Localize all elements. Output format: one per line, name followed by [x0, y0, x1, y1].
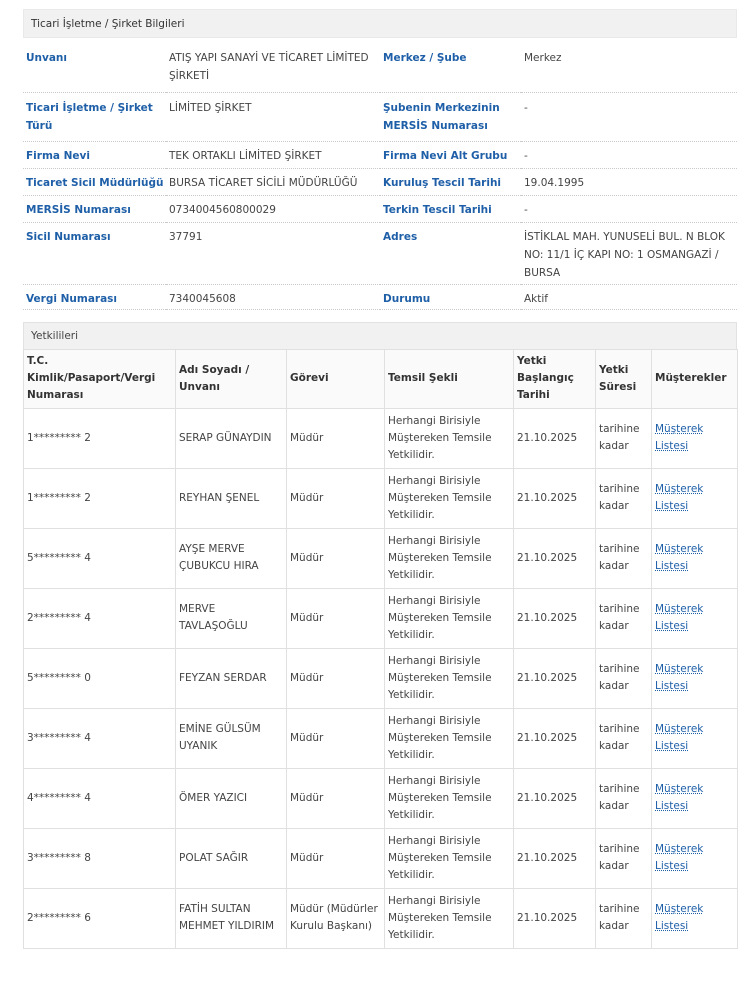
name-cell: REYHAN ŞENEL	[176, 468, 287, 528]
info-label: Unvanı	[23, 49, 166, 92]
duration-cell: tarihine kadar	[596, 408, 652, 468]
info-label: Firma Nevi Alt Grubu	[380, 141, 521, 168]
name-cell: FEYZAN SERDAR	[176, 648, 287, 708]
id-cell: 2********* 4	[24, 588, 176, 648]
authorized-header-row	[24, 349, 738, 408]
info-value: Merkez	[521, 49, 737, 92]
info-value: BURSA TİCARET SİCİLİ MÜDÜRLÜĞÜ	[166, 168, 380, 195]
representation-cell: Herhangi Birisiyle Müştereken Temsile Yetkilidir.	[385, 528, 514, 588]
joint-list-link[interactable]: Müşterek Listesi	[655, 423, 704, 452]
representation-cell: Herhangi Birisiyle Müştereken Temsile Yetkilidir.	[385, 888, 514, 948]
name-cell: MERVE TAVLAŞOĞLU	[176, 588, 287, 648]
start-date-cell: 21.10.2025	[514, 828, 596, 888]
representation-cell: Herhangi Birisiyle Müştereken Temsile Yetkilidir.	[385, 828, 514, 888]
column-header: Adı Soyadı / Unvanı	[176, 349, 287, 408]
representation-cell: Herhangi Birisiyle Müştereken Temsile Yetkilidir.	[385, 588, 514, 648]
info-row-sicil	[23, 222, 737, 284]
name-cell: FATİH SULTAN MEHMET YILDIRIM	[176, 888, 287, 948]
start-date-cell: 21.10.2025	[514, 528, 596, 588]
info-label: MERSİS Numarası	[23, 195, 166, 222]
column-header: Görevi	[287, 349, 385, 408]
duration-cell: tarihine kadar	[596, 468, 652, 528]
joint-list-cell	[652, 468, 738, 528]
id-cell: 2********* 6	[24, 888, 176, 948]
column-header: Müşterekler	[652, 349, 738, 408]
start-date-cell: 21.10.2025	[514, 468, 596, 528]
info-row-vergi	[23, 284, 737, 309]
name-cell: AYŞE MERVE ÇUBUKCU HIRA	[176, 528, 287, 588]
joint-list-link[interactable]: Müşterek Listesi	[655, 663, 704, 692]
info-value: ATIŞ YAPI SANAYİ VE TİCARET LİMİTED ŞİRKETİ	[166, 49, 380, 92]
duration-cell: tarihine kadar	[596, 528, 652, 588]
id-cell: 1********* 2	[24, 468, 176, 528]
start-date-cell: 21.10.2025	[514, 888, 596, 948]
duration-cell: tarihine kadar	[596, 888, 652, 948]
column-header: Temsil Şekli	[385, 349, 514, 408]
info-label: Vergi Numarası	[23, 284, 166, 309]
representation-cell: Herhangi Birisiyle Müştereken Temsile Yetkilidir.	[385, 648, 514, 708]
company-info-table	[23, 49, 737, 310]
info-value: İSTİKLAL MAH. YUNUSELİ BUL. N BLOK NO: 11/1 İÇ KAPI NO: 1 OSMANGAZİ / BURSA	[521, 222, 737, 284]
table-row	[24, 528, 738, 588]
joint-list-cell	[652, 768, 738, 828]
joint-list-cell	[652, 588, 738, 648]
table-row	[24, 588, 738, 648]
info-value: 19.04.1995	[521, 168, 737, 195]
joint-list-link[interactable]: Müşterek Listesi	[655, 543, 704, 572]
table-row	[24, 768, 738, 828]
duration-cell: tarihine kadar	[596, 828, 652, 888]
joint-list-cell	[652, 708, 738, 768]
role-cell: Müdür (Müdürler Kurulu Başkanı)	[287, 888, 385, 948]
info-label: Durumu	[380, 284, 521, 309]
info-row-tur	[23, 92, 737, 141]
name-cell: SERAP GÜNAYDIN	[176, 408, 287, 468]
duration-cell: tarihine kadar	[596, 588, 652, 648]
joint-list-cell	[652, 528, 738, 588]
info-label: Sicil Numarası	[23, 222, 166, 284]
id-cell: 5********* 0	[24, 648, 176, 708]
authorized-rows	[24, 408, 738, 948]
company-info-header: Ticari İşletme / Şirket Bilgileri	[23, 9, 737, 38]
role-cell: Müdür	[287, 408, 385, 468]
start-date-cell: 21.10.2025	[514, 408, 596, 468]
name-cell: POLAT SAĞIR	[176, 828, 287, 888]
joint-list-link[interactable]: Müşterek Listesi	[655, 843, 704, 872]
authorized-header: Yetkilileri	[23, 322, 737, 349]
table-row	[24, 648, 738, 708]
info-label: Terkin Tescil Tarihi	[380, 195, 521, 222]
info-label: Ticaret Sicil Müdürlüğü	[23, 168, 166, 195]
joint-list-link[interactable]: Müşterek Listesi	[655, 483, 704, 512]
joint-list-cell	[652, 828, 738, 888]
representation-cell: Herhangi Birisiyle Müştereken Temsile Yetkilidir.	[385, 708, 514, 768]
column-header: Yetki Süresi	[596, 349, 652, 408]
representation-cell: Herhangi Birisiyle Müştereken Temsile Yetkilidir.	[385, 768, 514, 828]
column-header: Yetki Başlangıç Tarihi	[514, 349, 596, 408]
duration-cell: tarihine kadar	[596, 708, 652, 768]
id-cell: 3********* 4	[24, 708, 176, 768]
id-cell: 4********* 4	[24, 768, 176, 828]
info-value: 37791	[166, 222, 380, 284]
id-cell: 3********* 8	[24, 828, 176, 888]
joint-list-link[interactable]: Müşterek Listesi	[655, 723, 704, 752]
info-value: -	[521, 141, 737, 168]
role-cell: Müdür	[287, 588, 385, 648]
representation-cell: Herhangi Birisiyle Müştereken Temsile Yetkilidir.	[385, 468, 514, 528]
table-row	[24, 888, 738, 948]
info-label: Kuruluş Tescil Tarihi	[380, 168, 521, 195]
info-row-mudurluk	[23, 168, 737, 195]
info-label: Firma Nevi	[23, 141, 166, 168]
role-cell: Müdür	[287, 768, 385, 828]
id-cell: 1********* 2	[24, 408, 176, 468]
joint-list-link[interactable]: Müşterek Listesi	[655, 783, 704, 812]
info-value: Aktif	[521, 284, 737, 309]
table-row	[24, 468, 738, 528]
column-header: T.C. Kimlik/Pasaport/Vergi Numarası	[24, 349, 176, 408]
info-value: 0734004560800029	[166, 195, 380, 222]
start-date-cell: 21.10.2025	[514, 708, 596, 768]
info-label: Adres	[380, 222, 521, 284]
joint-list-cell	[652, 408, 738, 468]
start-date-cell: 21.10.2025	[514, 648, 596, 708]
id-cell: 5********* 4	[24, 528, 176, 588]
page-content	[23, 9, 737, 949]
info-value: 7340045608	[166, 284, 380, 309]
representation-cell: Herhangi Birisiyle Müştereken Temsile Yetkilidir.	[385, 408, 514, 468]
role-cell: Müdür	[287, 648, 385, 708]
table-row	[24, 828, 738, 888]
info-value: -	[521, 195, 737, 222]
table-row	[24, 708, 738, 768]
joint-list-cell	[652, 648, 738, 708]
start-date-cell: 21.10.2025	[514, 588, 596, 648]
duration-cell: tarihine kadar	[596, 768, 652, 828]
role-cell: Müdür	[287, 828, 385, 888]
info-value: LİMİTED ŞİRKET	[166, 92, 380, 141]
role-cell: Müdür	[287, 468, 385, 528]
info-value: -	[521, 92, 737, 141]
info-label: Ticari İşletme / Şirket Türü	[23, 92, 166, 141]
joint-list-link[interactable]: Müşterek Listesi	[655, 603, 704, 632]
table-row	[24, 408, 738, 468]
start-date-cell: 21.10.2025	[514, 768, 596, 828]
name-cell: ÖMER YAZICI	[176, 768, 287, 828]
role-cell: Müdür	[287, 528, 385, 588]
duration-cell: tarihine kadar	[596, 648, 652, 708]
info-row-unvan	[23, 49, 737, 92]
authorized-table	[23, 349, 738, 949]
joint-list-link[interactable]: Müşterek Listesi	[655, 903, 704, 932]
info-label: Merkez / Şube	[380, 49, 521, 92]
joint-list-cell	[652, 888, 738, 948]
info-row-mersis	[23, 195, 737, 222]
info-value: TEK ORTAKLI LİMİTED ŞİRKET	[166, 141, 380, 168]
name-cell: EMİNE GÜLSÜM UYANIK	[176, 708, 287, 768]
role-cell: Müdür	[287, 708, 385, 768]
info-label: Şubenin Merkezinin MERSİS Numarası	[380, 92, 521, 141]
info-row-nevi	[23, 141, 737, 168]
